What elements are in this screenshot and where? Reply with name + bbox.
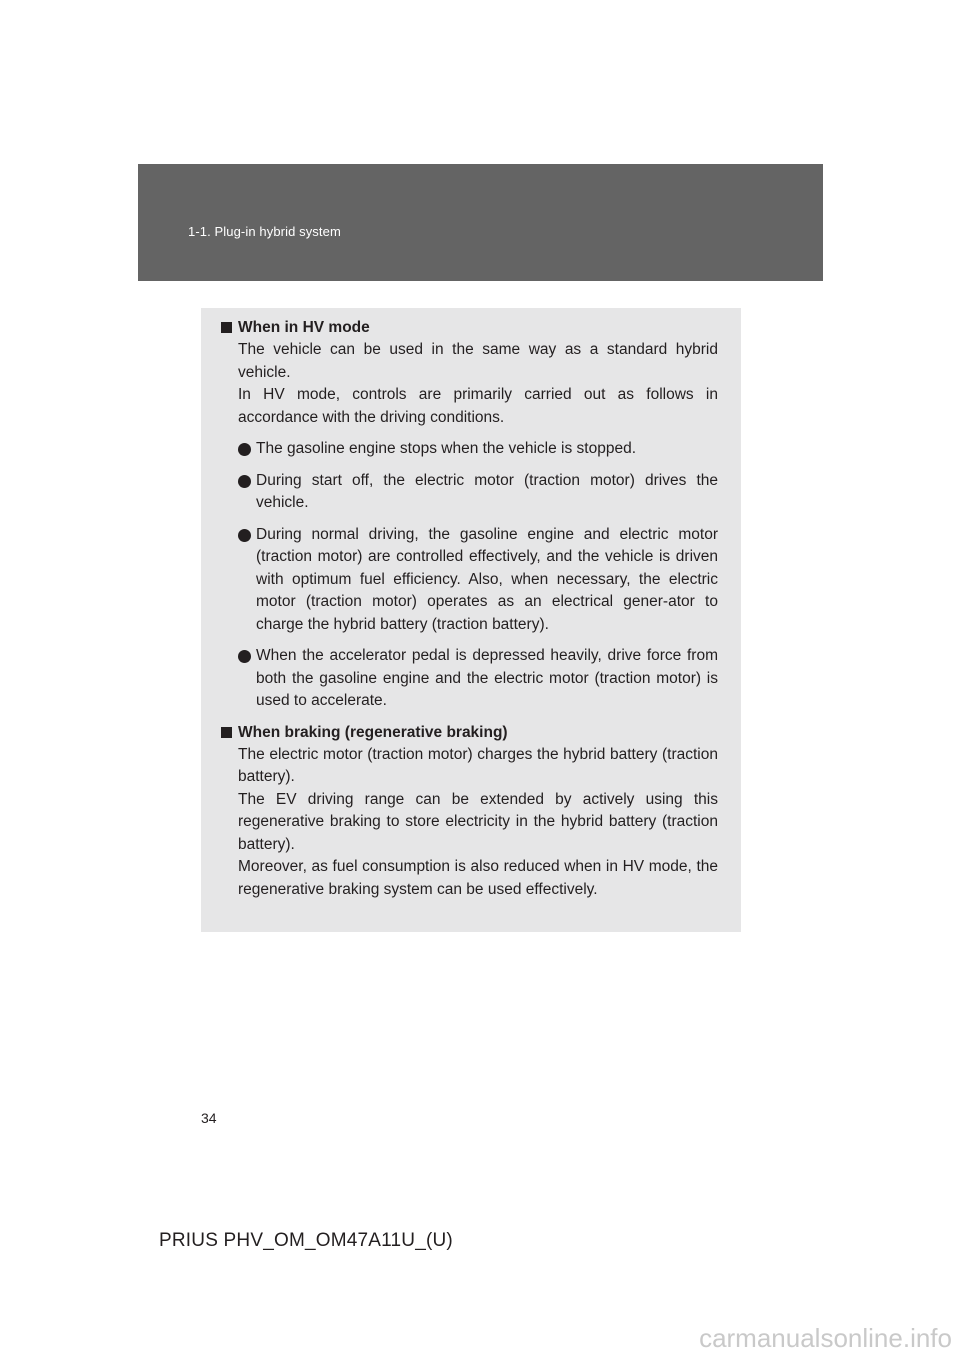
section-label: 1-1. Plug-in hybrid system xyxy=(188,224,341,239)
bullet-text: During start off, the electric motor (traction motor) drives the vehicle. xyxy=(256,471,718,511)
section-regenerative-braking xyxy=(221,722,718,902)
header-band xyxy=(138,164,823,281)
page-number: 34 xyxy=(201,1110,217,1126)
list-item xyxy=(238,645,718,713)
square-bullet-icon xyxy=(221,322,232,333)
round-bullet-icon xyxy=(238,650,251,663)
bullet-text: The gasoline engine stops when the vehicle is stopped. xyxy=(256,440,636,457)
section-heading xyxy=(221,722,718,744)
list-item xyxy=(238,470,718,515)
square-bullet-icon xyxy=(221,727,232,738)
round-bullet-icon xyxy=(238,443,251,456)
section-heading xyxy=(221,317,718,339)
round-bullet-icon xyxy=(238,529,251,542)
bullet-text: When the accelerator pedal is depressed heavily, drive force from both the gasoline engine and the electric motor (traction motor) is used to accelerate. xyxy=(256,647,718,709)
paragraph: The vehicle can be used in the same way as a standard hybrid vehicle. xyxy=(238,341,718,381)
info-box xyxy=(201,308,741,932)
paragraph: In HV mode, controls are primarily carried out as follows in accordance with the driving conditions. xyxy=(238,386,718,426)
paragraph: The EV driving range can be extended by actively using this regenerative braking to store electricity in the hybrid battery (traction battery). xyxy=(238,790,718,853)
document-code: PRIUS PHV_OM_OM47A11U_(U) xyxy=(159,1230,453,1251)
heading-text: When in HV mode xyxy=(238,319,370,336)
round-bullet-icon xyxy=(238,475,251,488)
list-item xyxy=(238,438,718,461)
bullet-text: During normal driving, the gasoline engine and electric motor (traction motor) are controlled effectively, and the vehicle is driven with optimum fuel efficiency. Also, when necessary, the electric motor (traction motor) operates as an electrical gener-ator to charge the hybrid battery (traction battery). xyxy=(256,525,718,633)
paragraph: Moreover, as fuel consumption is also reduced when in HV mode, the regenerative braking system can be used effectively. xyxy=(238,858,718,898)
watermark: carmanualsonline.info xyxy=(699,1323,952,1353)
list-item xyxy=(238,524,718,637)
heading-text: When braking (regenerative braking) xyxy=(238,723,508,741)
paragraph: The electric motor (traction motor) charges the hybrid battery (traction battery). xyxy=(238,745,718,785)
section-hv-mode xyxy=(221,317,718,713)
bullet-list xyxy=(238,438,718,713)
